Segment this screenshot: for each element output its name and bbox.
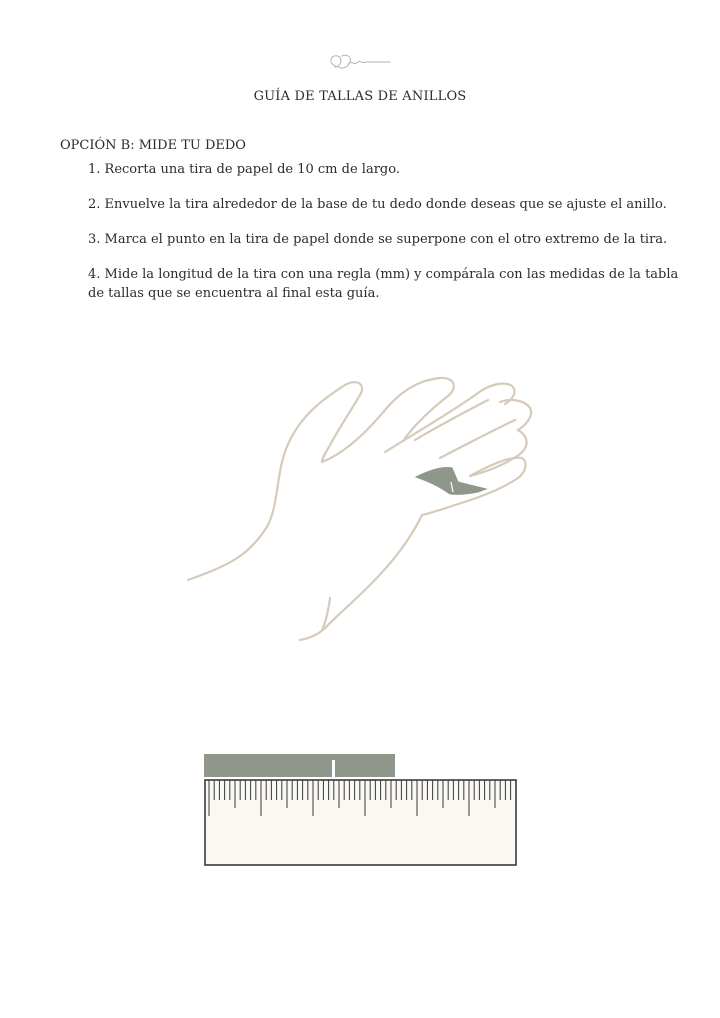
steps-list — [88, 160, 688, 319]
ruler-illustration-icon — [200, 750, 520, 870]
step-1: 1. Recorta una tira de papel de 10 cm de largo. — [88, 162, 400, 177]
section-title: OPCIÓN B: MIDE TU DEDO — [60, 138, 246, 153]
document-title: GUÍA DE TALLAS DE ANILLOS — [253, 89, 467, 104]
step-4: 4. Mide la longitud de la tira con una regla (mm) y compárala con las medidas de la tabla de tallas que se encuentra al final esta guía. — [88, 267, 679, 301]
step-3: 3. Marca el punto en la tira de papel donde se superpone con el otro extremo de la tira. — [88, 232, 668, 247]
paper-strip — [204, 754, 395, 777]
signature-logo-icon — [326, 48, 394, 76]
hand-illustration-icon — [180, 370, 540, 650]
paper-strip-mark — [332, 760, 335, 777]
step-2: 2. Envuelve la tira alrededor de la base de tu dedo donde deseas que se ajuste el anillo. — [88, 197, 667, 212]
